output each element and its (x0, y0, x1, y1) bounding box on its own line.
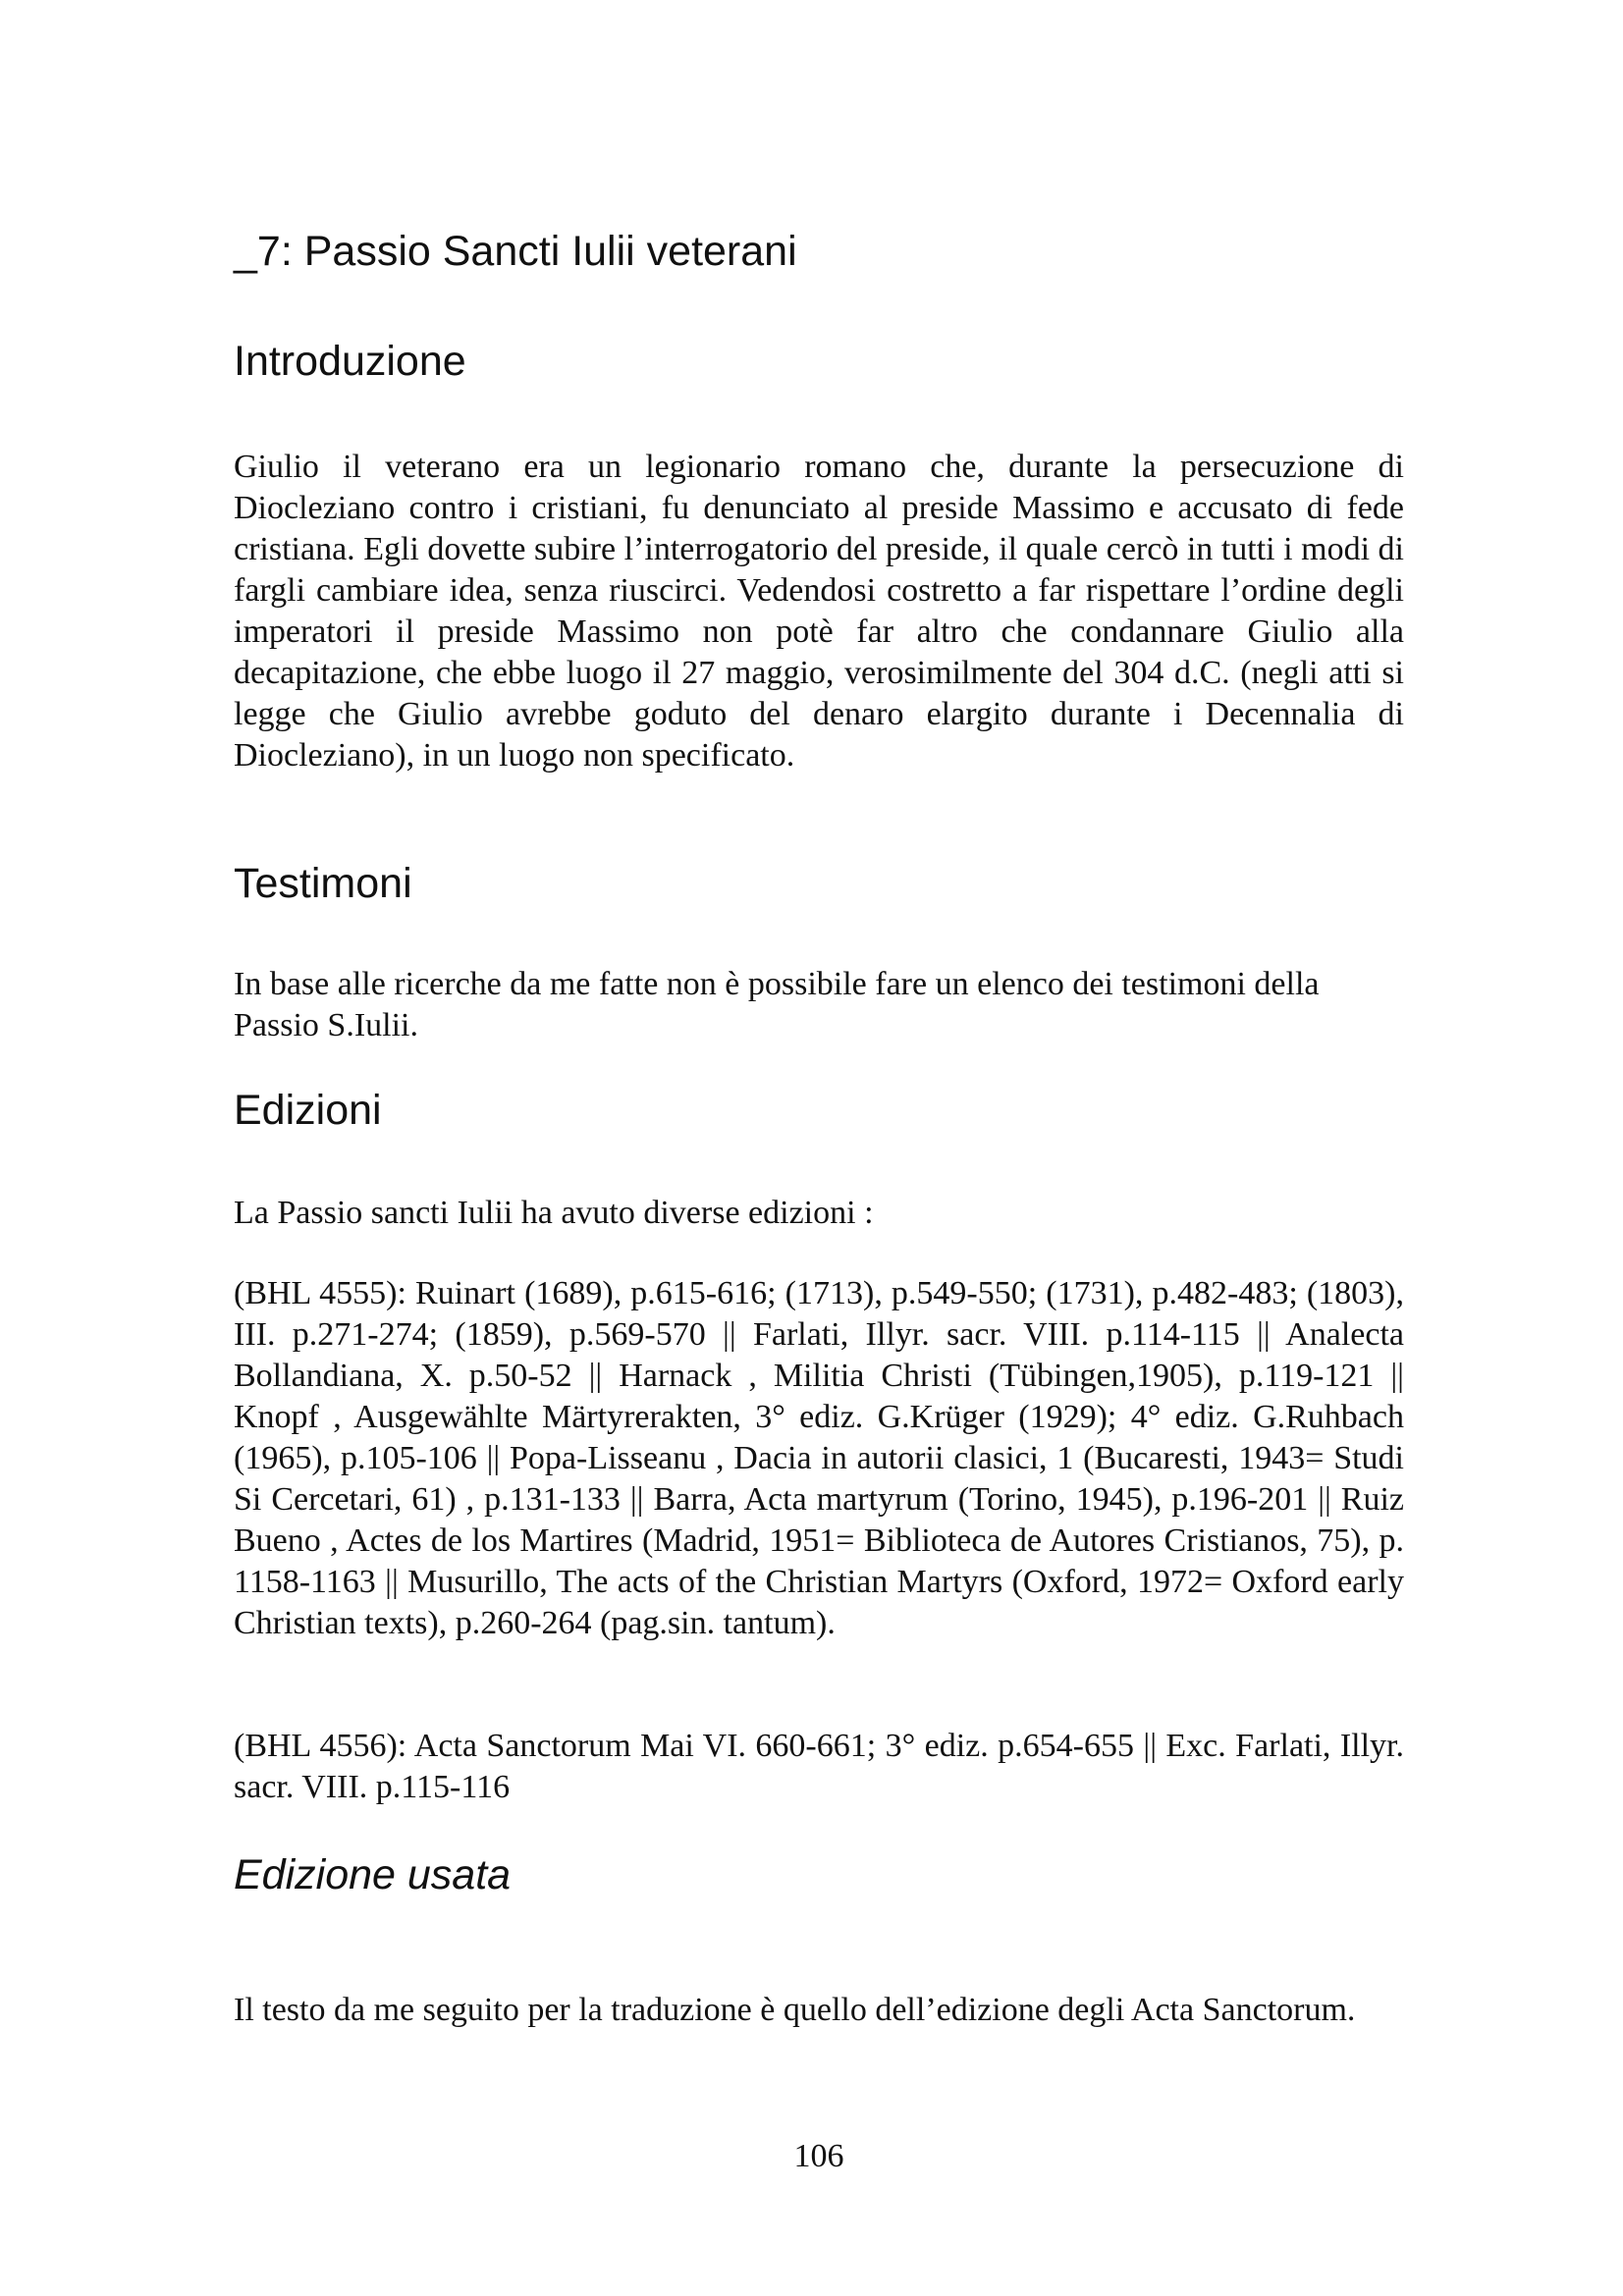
paragraph-bhl-4555: (BHL 4555): Ruinart (1689), p.615-616; (1713), p.549-550; (1731), p.482-483; (1803), III. p.271-274; (1859), p.569-570 || Farlati, Illyr. sacr. VIII. p.114-115 || Analecta Bollandiana, X. p.50-52 || Harnack , Militia Christi (Tübingen,1905), p.119-121 || Knopf , Ausgewählte Märtyrerakten, 3° ediz. G.Krüger (1929); 4° ediz. G.Ruhbach (1965), p.105-106 || Popa-Lisseanu , Dacia in autorii clasici, 1 (Bucaresti, 1943= Studi Si Cercetari, 61) , p.131-133 || Barra, Acta martyrum (Torino, 1945), p.196-201 || Ruiz Bueno , Actes de los Martires (Madrid, 1951= Biblioteca de Autores Cristianos, 75), p. 1158-1163 || Musurillo, The acts of the Christian Martyrs (Oxford, 1972= Oxford early Christian texts), p.260-264 (pag.sin. tantum). (234, 1275, 1404, 1641)
heading-testimoni: Testimoni (234, 860, 412, 907)
paragraph-edizione-usata: Il testo da me seguito per la traduzione è quello dell’edizione degli Acta Sanctorum. (234, 1992, 1356, 2028)
paragraph-bhl-4556: (BHL 4556): Acta Sanctorum Mai VI. 660-661; 3° ediz. p.654-655 || Exc. Farlati, Illyr. sacr. VIII. p.115-116 (234, 1728, 1404, 1805)
paragraph-introduzione: Giulio il veterano era un legionario romano che, durante la persecuzione di Diocleziano contro i cristiani, fu denunciato al preside Massimo e accusato di fede cristiana. Egli dovette subire l’interrogatorio del preside, il quale cercò in tutti i modi di fargli cambiare idea, senza riuscirci. Vedendosi costretto a far rispettare l’ordine degli imperatori il preside Massimo non potè far altro che condannare Giulio alla decapitazione, che ebbe luogo il 27 maggio, verosimilmente del 304 d.C. (negli atti si legge che Giulio avrebbe goduto del denaro elargito durante i Decennalia di Diocleziano), in un luogo non specificato. (234, 449, 1404, 774)
page-number: 106 (793, 2138, 844, 2174)
heading-edizioni: Edizioni (234, 1087, 382, 1134)
paragraph-edizioni-intro: La Passio sancti Iulii ha avuto diverse edizioni : (234, 1195, 874, 1231)
heading-edizione-usata: Edizione usata (234, 1851, 512, 1898)
heading-introduzione: Introduzione (234, 338, 466, 385)
chapter-title: _7: Passio Sancti Iulii veterani (234, 228, 797, 275)
paragraph-testimoni: In base alle ricerche da me fatte non è possibile fare un elenco dei testimoni della Passio S.Iulii. (234, 966, 1320, 1043)
